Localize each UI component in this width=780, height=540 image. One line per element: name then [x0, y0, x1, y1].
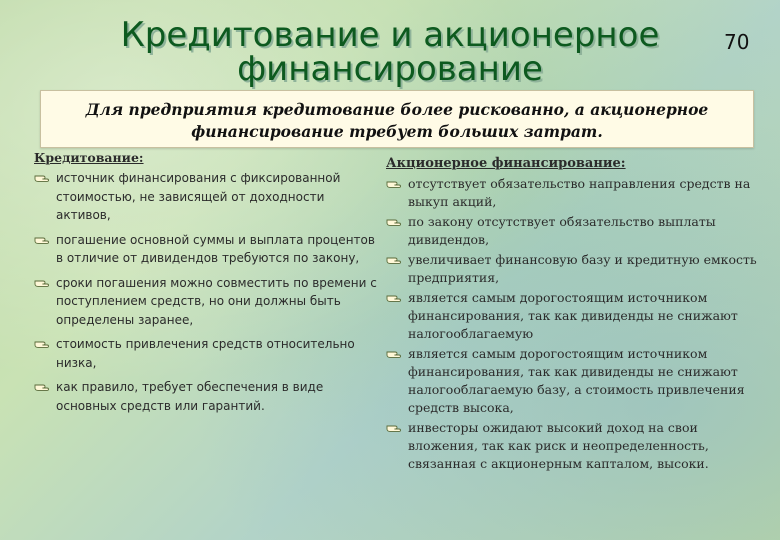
pointing-hand-icon — [34, 337, 50, 349]
pointing-hand-icon — [34, 276, 50, 288]
page-number: 70 — [724, 30, 750, 54]
pointing-hand-icon — [386, 253, 402, 265]
list-item-text: по закону отсутствует обязательство выплаты дивидендов, — [408, 214, 716, 247]
pointing-hand-icon — [34, 233, 50, 245]
list-item-text: источник финансирования с фиксированной стоимостью, не зависящей от доходности активов, — [56, 171, 341, 222]
list-item — [34, 274, 379, 330]
pointing-hand-icon — [386, 291, 402, 303]
list-item — [386, 213, 766, 249]
list-item-text: инвесторы ожидают высокий доход на свои вложения, так как риск и неопределенность, связанная с акционерным капталом, высоки. — [408, 420, 709, 471]
list-item-text: является самым дорогостоящим источником финансирования, так как дивиденды не снижают налогооблагаемую базу, а стоимость привлечения средств высока, — [408, 346, 745, 415]
list-item — [386, 289, 766, 343]
list-item — [34, 169, 379, 225]
pointing-hand-icon — [386, 215, 402, 227]
right-list — [386, 175, 766, 473]
list-item — [386, 419, 766, 473]
right-heading: Акционерное финансирование: — [386, 156, 626, 171]
pointing-hand-icon — [34, 171, 50, 183]
slide-title-line-1: Кредитование и акционерное — [120, 15, 660, 55]
pointing-hand-icon — [386, 177, 402, 189]
list-item-text: сроки погашения можно совместить по времени с поступлением средств, но они должны быть определены заранее, — [56, 275, 377, 327]
list-item — [34, 231, 379, 268]
pointing-hand-icon — [386, 421, 402, 433]
left-heading: Кредитование: — [34, 150, 144, 165]
list-item — [386, 251, 766, 287]
list-item-text: увеличивает финансовую базу и кредитную емкость предприятия, — [408, 252, 757, 285]
callout-text: Для предприятия кредитование более рискованно, а акционерное финансирование требует больших затрат. — [85, 100, 709, 141]
list-item-text: стоимость привлечения средств относительно низка, — [56, 337, 355, 370]
pointing-hand-icon — [386, 347, 402, 359]
list-item — [34, 335, 379, 372]
left-list — [34, 169, 379, 415]
list-item-text: как правило, требует обеспечения в виде основных средств или гарантий. — [56, 380, 324, 413]
list-item-text: является самым дорогостоящим источником финансирования, так как дивиденды не снижают налогооблагаемую — [408, 290, 738, 341]
right-column — [386, 156, 766, 475]
list-item — [386, 345, 766, 417]
callout-box — [40, 90, 754, 148]
list-item-text: отсутствует обязательство направления средств на выкуп акций, — [408, 176, 751, 209]
slide-title-line-2: финансирование — [237, 49, 543, 89]
slide-title — [110, 15, 670, 89]
list-item — [34, 378, 379, 415]
list-item-text: погашение основной суммы и выплата процентов в отличие от дивидендов требуются по закону, — [56, 232, 375, 265]
pointing-hand-icon — [34, 380, 50, 392]
list-item — [386, 175, 766, 211]
left-column — [34, 150, 379, 421]
